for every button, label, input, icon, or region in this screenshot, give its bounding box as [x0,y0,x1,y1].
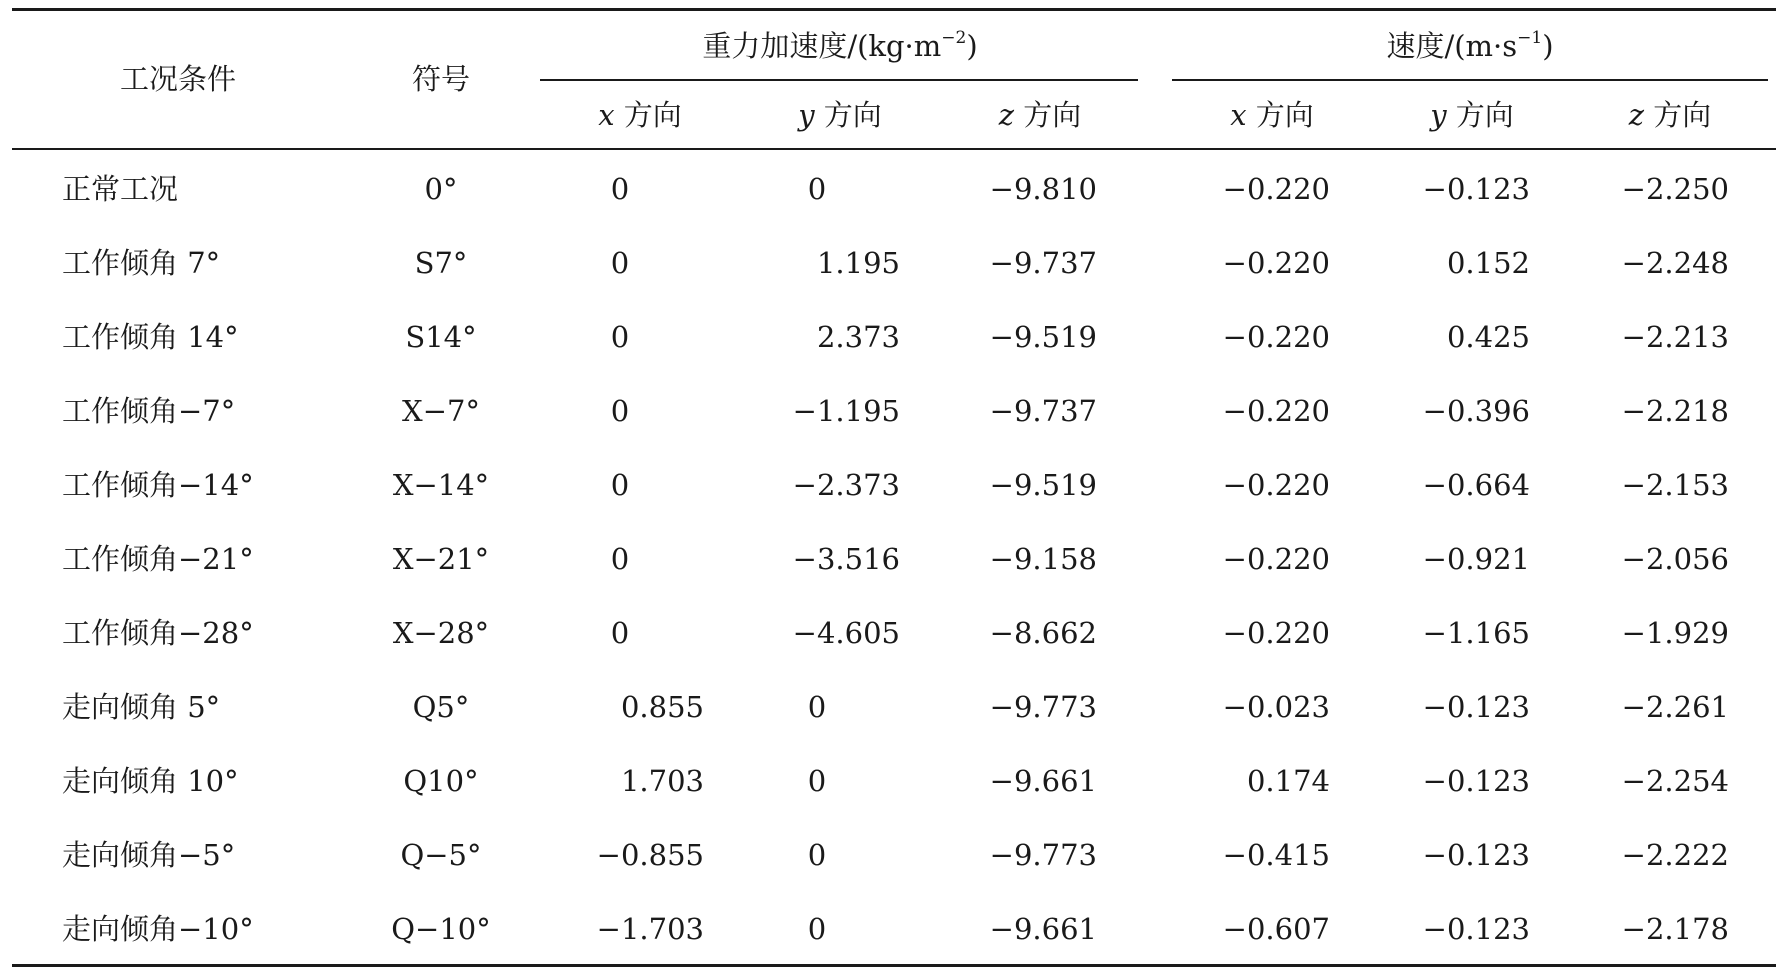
condition-cell: 工作倾角−21° [62,542,254,576]
gravity-group-label: 重力加速度/(kg·m [702,29,942,63]
axis-variable: x [1230,98,1247,132]
velocity-y-cell: −0.921 [1422,542,1530,576]
symbol-cell: Q−10° [391,912,491,946]
velocity-y-cell: −0.123 [1422,690,1530,724]
header-z-direction-velocity [1629,97,1712,133]
gravity-x-cell: 0 [610,246,630,280]
gravity-z-cell: −9.810 [989,172,1097,206]
gravity-group-rule [540,79,1138,81]
condition-cell: 正常工况 [62,172,179,206]
velocity-x-cell: −0.415 [1222,838,1330,872]
bottom-rule [12,964,1776,967]
gravity-y-cell: 2.373 [816,320,900,354]
gravity-x-cell: −0.855 [596,838,704,872]
velocity-group-exponent: −1 [1517,28,1543,49]
gravity-z-cell: −9.661 [989,912,1097,946]
axis-variable: z [1628,98,1645,132]
gravity-x-cell: 1.703 [620,764,704,798]
velocity-y-cell: −0.123 [1422,764,1530,798]
header-bottom-rule [12,148,1776,150]
symbol-cell: Q10° [403,764,479,798]
gravity-x-cell: 0.855 [620,690,704,724]
gravity-y-cell: −3.516 [792,542,900,576]
gravity-x-cell: 0 [610,616,630,650]
gravity-x-cell: −1.703 [596,912,704,946]
velocity-y-cell: −0.123 [1422,838,1530,872]
symbol-cell: S14° [405,320,477,354]
header-symbol: 符号 [411,62,471,96]
axis-variable: y [1430,98,1447,132]
axis-direction-word: 方向 [1014,98,1082,132]
symbol-cell: Q−5° [400,838,482,872]
condition-cell: 工作倾角−14° [62,468,254,502]
velocity-x-cell: −0.023 [1222,690,1330,724]
gravity-y-cell: −1.195 [792,394,900,428]
velocity-x-cell: −0.220 [1222,320,1330,354]
condition-cell: 走向倾角−10° [62,912,254,946]
velocity-group-rule [1172,79,1768,81]
axis-direction-word: 方向 [1246,98,1314,132]
gravity-z-cell: −9.737 [989,246,1097,280]
condition-cell: 走向倾角 10° [62,764,239,798]
velocity-x-cell: −0.607 [1222,912,1330,946]
symbol-cell: X−7° [402,394,480,428]
velocity-x-cell: −0.220 [1222,468,1330,502]
gravity-x-cell: 0 [610,468,630,502]
velocity-z-cell: −2.218 [1621,394,1729,428]
symbol-cell: X−28° [392,616,490,650]
symbol-cell: S7° [414,246,468,280]
gravity-y-cell: −2.373 [792,468,900,502]
top-rule [12,8,1776,11]
velocity-x-cell: −0.220 [1222,394,1330,428]
velocity-y-cell: −0.123 [1422,912,1530,946]
gravity-z-cell: −9.158 [989,542,1097,576]
velocity-x-cell: −0.220 [1222,172,1330,206]
condition-cell: 工作倾角−28° [62,616,254,650]
gravity-z-cell: −9.773 [989,690,1097,724]
velocity-z-cell: −1.929 [1621,616,1729,650]
gravity-z-cell: −9.519 [989,468,1097,502]
symbol-cell: X−14° [392,468,490,502]
velocity-z-cell: −2.254 [1621,764,1729,798]
header-y-direction-velocity [1430,97,1514,133]
axis-variable: x [598,98,615,132]
symbol-cell: Q5° [412,690,470,724]
velocity-z-cell: −2.248 [1621,246,1729,280]
velocity-y-cell: −1.165 [1422,616,1530,650]
velocity-y-cell: 0.152 [1446,246,1530,280]
condition-cell: 工作倾角 7° [62,246,221,280]
header-y-direction-gravity [798,97,882,133]
velocity-z-cell: −2.213 [1621,320,1729,354]
velocity-z-cell: −2.153 [1621,468,1729,502]
axis-direction-word: 方向 [1644,98,1712,132]
velocity-z-cell: −2.261 [1621,690,1729,724]
axis-direction-word: 方向 [814,98,882,132]
axis-variable: y [798,98,815,132]
velocity-z-cell: −2.250 [1621,172,1729,206]
condition-cell: 走向倾角−5° [62,838,236,872]
axis-variable: z [998,98,1015,132]
condition-cell: 走向倾角 5° [62,690,221,724]
velocity-x-cell: 0.174 [1246,764,1330,798]
gravity-z-cell: −9.737 [989,394,1097,428]
gravity-y-cell: −4.605 [792,616,900,650]
header-velocity-group [1386,28,1553,64]
gravity-y-cell: 0 [807,764,827,798]
gravity-x-cell: 0 [610,320,630,354]
axis-direction-word: 方向 [614,98,682,132]
gravity-y-cell: 0 [807,838,827,872]
header-condition: 工况条件 [119,62,237,96]
velocity-y-cell: −0.664 [1422,468,1530,502]
axis-direction-word: 方向 [1446,98,1514,132]
velocity-y-cell: 0.425 [1446,320,1530,354]
gravity-group-close: ) [966,29,978,63]
gravity-z-cell: −9.773 [989,838,1097,872]
gravity-x-cell: 0 [610,542,630,576]
condition-cell: 工作倾角 14° [62,320,239,354]
header-gravity-group [702,28,977,64]
gravity-y-cell: 1.195 [816,246,900,280]
velocity-group-label: 速度/(m·s [1386,29,1518,63]
velocity-x-cell: −0.220 [1222,616,1330,650]
symbol-cell: X−21° [392,542,490,576]
gravity-y-cell: 0 [807,912,827,946]
gravity-z-cell: −9.661 [989,764,1097,798]
header-x-direction-gravity [598,97,682,133]
header-x-direction-velocity [1230,97,1314,133]
velocity-y-cell: −0.123 [1422,172,1530,206]
gravity-y-cell: 0 [807,172,827,206]
velocity-x-cell: −0.220 [1222,246,1330,280]
velocity-z-cell: −2.222 [1621,838,1729,872]
velocity-z-cell: −2.056 [1621,542,1729,576]
gravity-x-cell: 0 [610,172,630,206]
header-z-direction-gravity [999,97,1082,133]
velocity-z-cell: −2.178 [1621,912,1729,946]
velocity-group-close: ) [1542,29,1554,63]
gravity-z-cell: −9.519 [989,320,1097,354]
gravity-x-cell: 0 [610,394,630,428]
condition-cell: 工作倾角−7° [62,394,236,428]
symbol-cell: 0° [424,172,458,206]
gravity-z-cell: −8.662 [989,616,1097,650]
gravity-y-cell: 0 [807,690,827,724]
velocity-y-cell: −0.396 [1422,394,1530,428]
gravity-group-exponent: −2 [941,28,967,49]
velocity-x-cell: −0.220 [1222,542,1330,576]
